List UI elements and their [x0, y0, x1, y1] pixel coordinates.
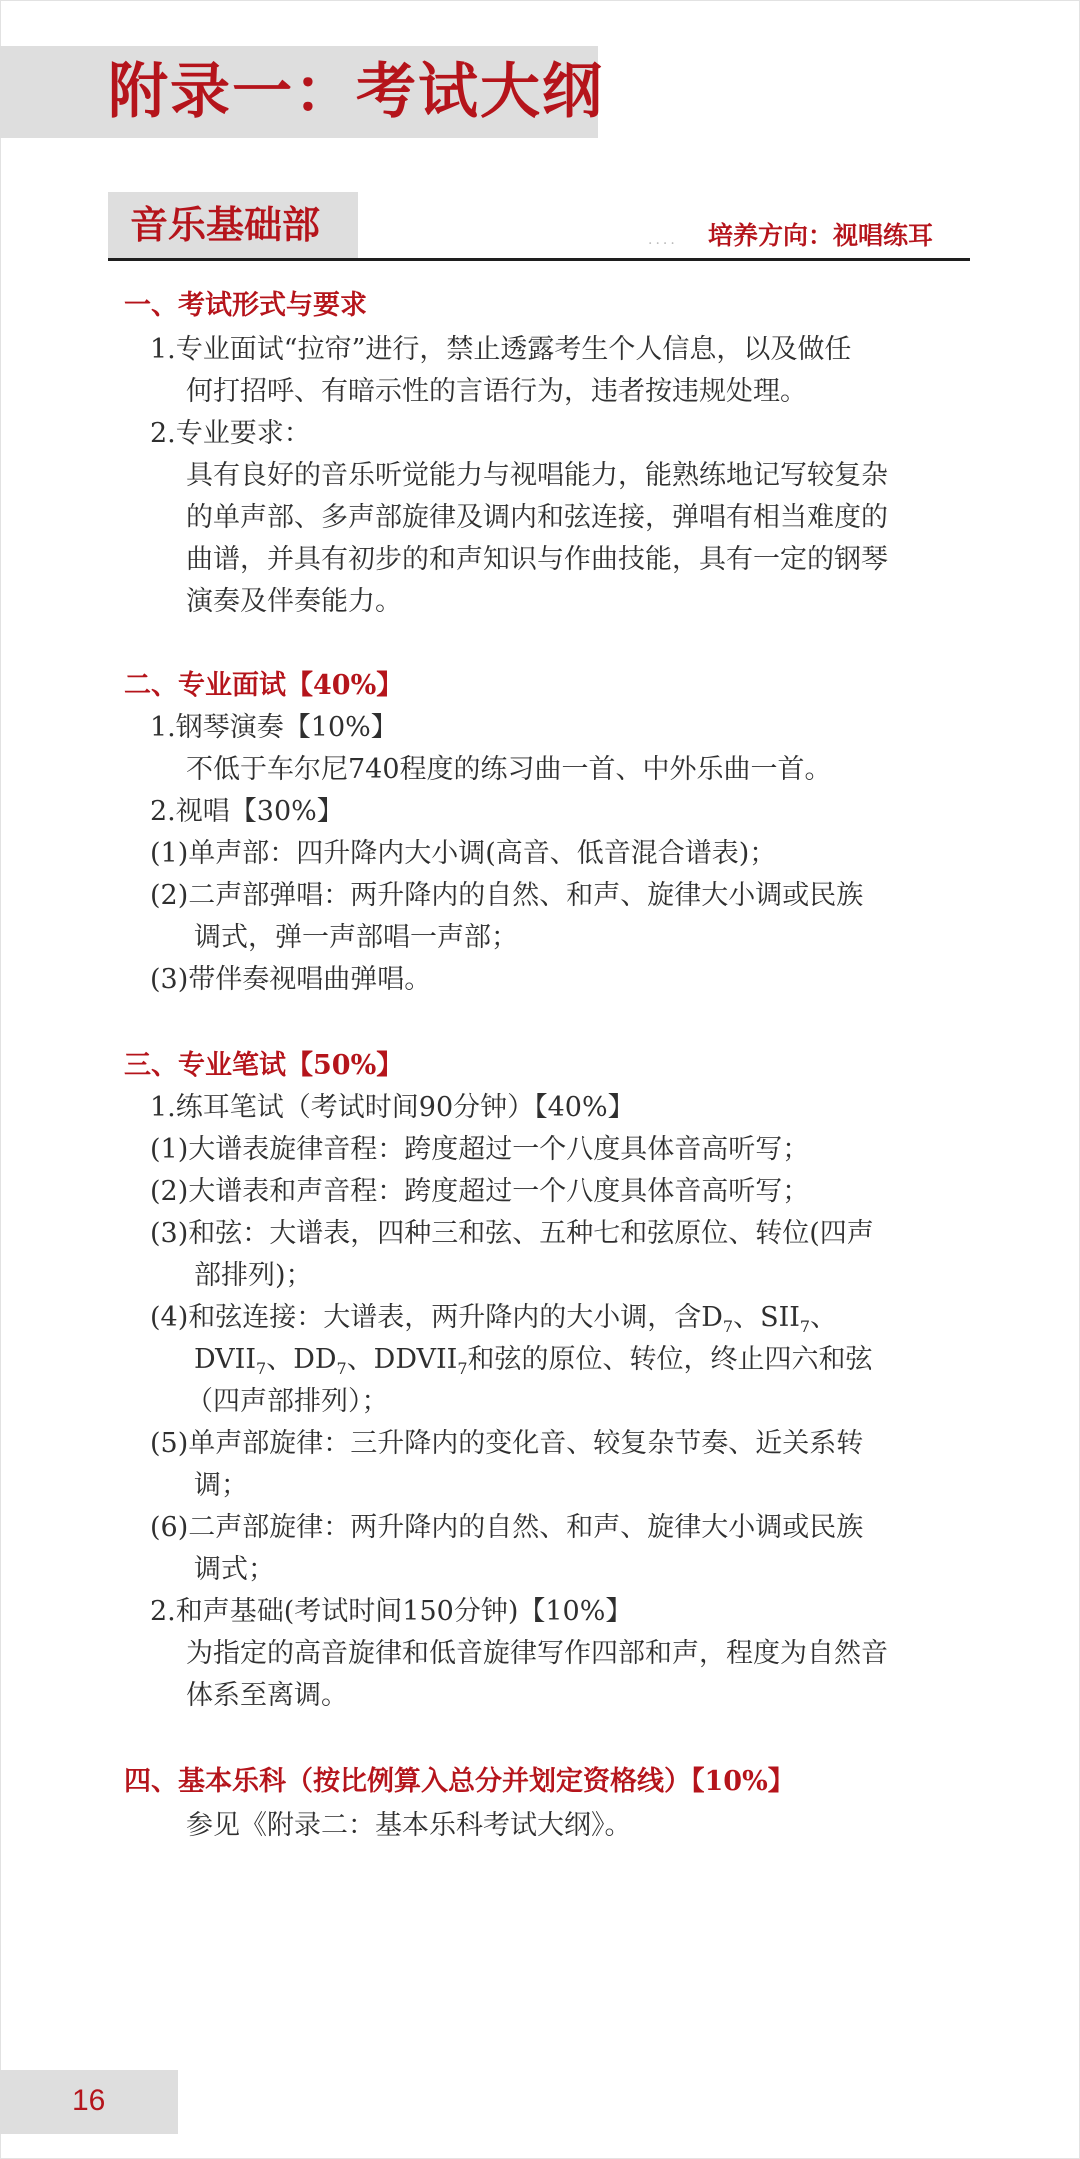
- text-line: 参见《附录二：基本乐科考试大纲》。: [186, 1810, 632, 1841]
- text-line: 2.和声基础(考试时间150分钟)【10%】: [150, 1596, 633, 1627]
- training-direction: 培养方向：视唱练耳: [708, 221, 934, 250]
- text-line: (4)和弦连接：大谱表，两升降内的大小调，含$D_7$、$SII_7$、: [150, 1302, 838, 1336]
- section-heading-2: 二、专业面试【40%】: [124, 670, 404, 701]
- text-line: (2)二声部弹唱：两升降内的自然、和声、旋律大小调或民族: [150, 880, 864, 911]
- text-line: 不低于车尔尼740程度的练习曲一首、中外乐曲一首。: [186, 754, 832, 785]
- text-line: 调式；: [194, 1554, 275, 1585]
- text-line: 2.专业要求：: [150, 418, 311, 449]
- section-tab: [108, 192, 358, 258]
- text-line: (2)大谱表和声音程：跨度超过一个八度具体音高听写；: [150, 1176, 810, 1207]
- section-name: 音乐基础部: [130, 203, 321, 247]
- text-line: 何打招呼、有暗示性的言语行为，违者按违规处理。: [186, 376, 807, 407]
- text-line: （四声部排列）；: [186, 1386, 389, 1417]
- text-line: 体系至离调。: [186, 1680, 348, 1711]
- text-line: (3)和弦：大谱表，四种三和弦、五种七和弦原位、转位(四声: [150, 1218, 874, 1249]
- text-line: 演奏及伴奏能力。: [186, 586, 402, 617]
- section-rule: [108, 258, 970, 261]
- section-heading-1: 一、考试形式与要求: [124, 290, 367, 321]
- text-line: (5)单声部旋律：三升降内的变化音、较复杂节奏、近关系转: [150, 1428, 864, 1459]
- text-line: 具有良好的音乐听觉能力与视唱能力，能熟练地记写较复杂: [186, 460, 888, 491]
- page-title: 附录一：考试大纲: [108, 57, 604, 127]
- text-line: (3)带伴奏视唱曲弹唱。: [150, 964, 432, 995]
- text-line: 调式，弹一声部唱一声部；: [194, 922, 518, 953]
- text-line: 曲谱，并具有初步的和声知识与作曲技能，具有一定的钢琴: [186, 544, 888, 575]
- text-line: 1.练耳笔试（考试时间90分钟）【40%】: [150, 1092, 635, 1123]
- section-heading-4: 四、基本乐科（按比例算入总分并划定资格线）【10%】: [124, 1766, 795, 1797]
- page-number-box: [0, 2070, 178, 2134]
- text-line: 的单声部、多声部旋律及调内和弦连接，弹唱有相当难度的: [186, 502, 888, 533]
- text-line: 部排列)；: [194, 1260, 313, 1291]
- text-line: (1)单声部：四升降内大小调(高音、低音混合谱表)；: [150, 838, 777, 869]
- text-line: $DVII_7$、$DD_7$、$DDVII_7$和弦的原位、转位，终止四六和弦: [194, 1344, 873, 1378]
- text-line: 1.专业面试“拉帘”进行，禁止透露考生个人信息，以及做任: [150, 334, 852, 365]
- title-banner: [0, 46, 604, 138]
- text-line: (6)二声部旋律：两升降内的自然、和声、旋律大小调或民族: [150, 1512, 864, 1543]
- section-header: [108, 192, 970, 260]
- text-line: 1.钢琴演奏【10%】: [150, 712, 398, 743]
- text-line: 为指定的高音旋律和低音旋律写作四部和声，程度为自然音: [186, 1638, 888, 1669]
- section-heading-3: 三、专业笔试【50%】: [124, 1050, 404, 1081]
- text-line: 2.视唱【30%】: [150, 796, 344, 827]
- text-line: (1)大谱表旋律音程：跨度超过一个八度具体音高听写；: [150, 1134, 810, 1165]
- text-line: 调；: [194, 1470, 248, 1501]
- page-number: 16: [72, 2084, 106, 2117]
- leader-dots: ····: [648, 236, 678, 252]
